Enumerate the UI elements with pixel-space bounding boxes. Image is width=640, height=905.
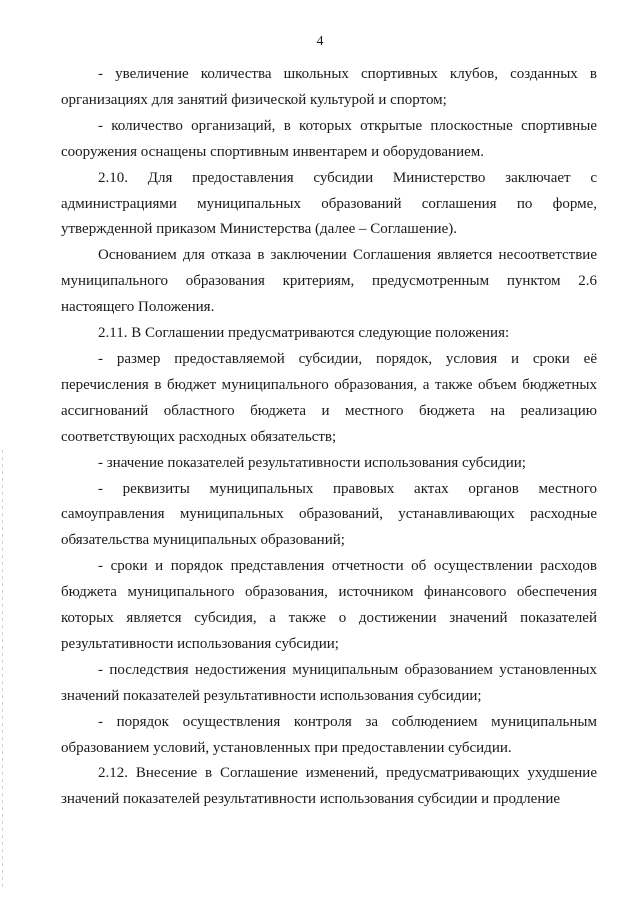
scan-edge-mark	[2, 450, 3, 890]
paragraph-2-10: 2.10. Для предоставления субсидии Министерство заключает с администрациями муниципальных образований соглашения по форме, утвержденной приказом Министерства (далее – Соглашение).	[61, 169, 597, 238]
paragraph-2-11: 2.11. В Соглашении предусматриваются следующие положения:	[98, 325, 510, 342]
paragraph-2-12: 2.12. Внесение в Соглашение изменений, предусматривающих ухудшение значений показателей результативности использования субсидии и продление	[61, 765, 597, 808]
paragraph-reporting: - сроки и порядок представления отчетности об осуществлении расходов бюджета муниципального образования, источником финансового обеспечения которых является субсидия, а также о достижении значений показателей результативности использования субсидии;	[61, 558, 597, 652]
paragraph-school-clubs: - увеличение количества школьных спортивных клубов, созданных в организациях для занятий физической культурой и спортом;	[61, 66, 597, 108]
paragraph-refusal-grounds: Основанием для отказа в заключении Соглашения является несоответствие муниципального образования критериям, предусмотренным пунктом 2.6 настоящего Положения.	[61, 247, 597, 316]
document-body	[61, 62, 597, 813]
paragraph-control: - порядок осуществления контроля за соблюдением муниципальным образованием условий, установленных при предоставлении субсидии.	[61, 713, 597, 756]
paragraph-consequences: - последствия недостижения муниципальным образованием установленных значений показателей результативности использования субсидии;	[61, 661, 597, 704]
paragraph-performance-indicators: - значение показателей результативности использования субсидии;	[98, 454, 526, 471]
page-number: 4	[316, 34, 324, 49]
paragraph-subsidy-amount: - размер предоставляемой субсидии, порядок, условия и сроки её перечисления в бюджет муниципального образования, а также объем бюджетных ассигнований областного бюджета и местного бюджета на реализацию соответствующих расходных обязательств;	[61, 350, 597, 445]
paragraph-sports-facilities: - количество организаций, в которых открытые плоскостные спортивные сооружения оснащены спортивным инвентарем и оборудованием.	[61, 117, 597, 160]
paragraph-legal-acts: - реквизиты муниципальных правовых актах органов местного самоуправления муниципальных образований, устанавливающих расходные обязательства муниципальных образований;	[61, 480, 597, 549]
